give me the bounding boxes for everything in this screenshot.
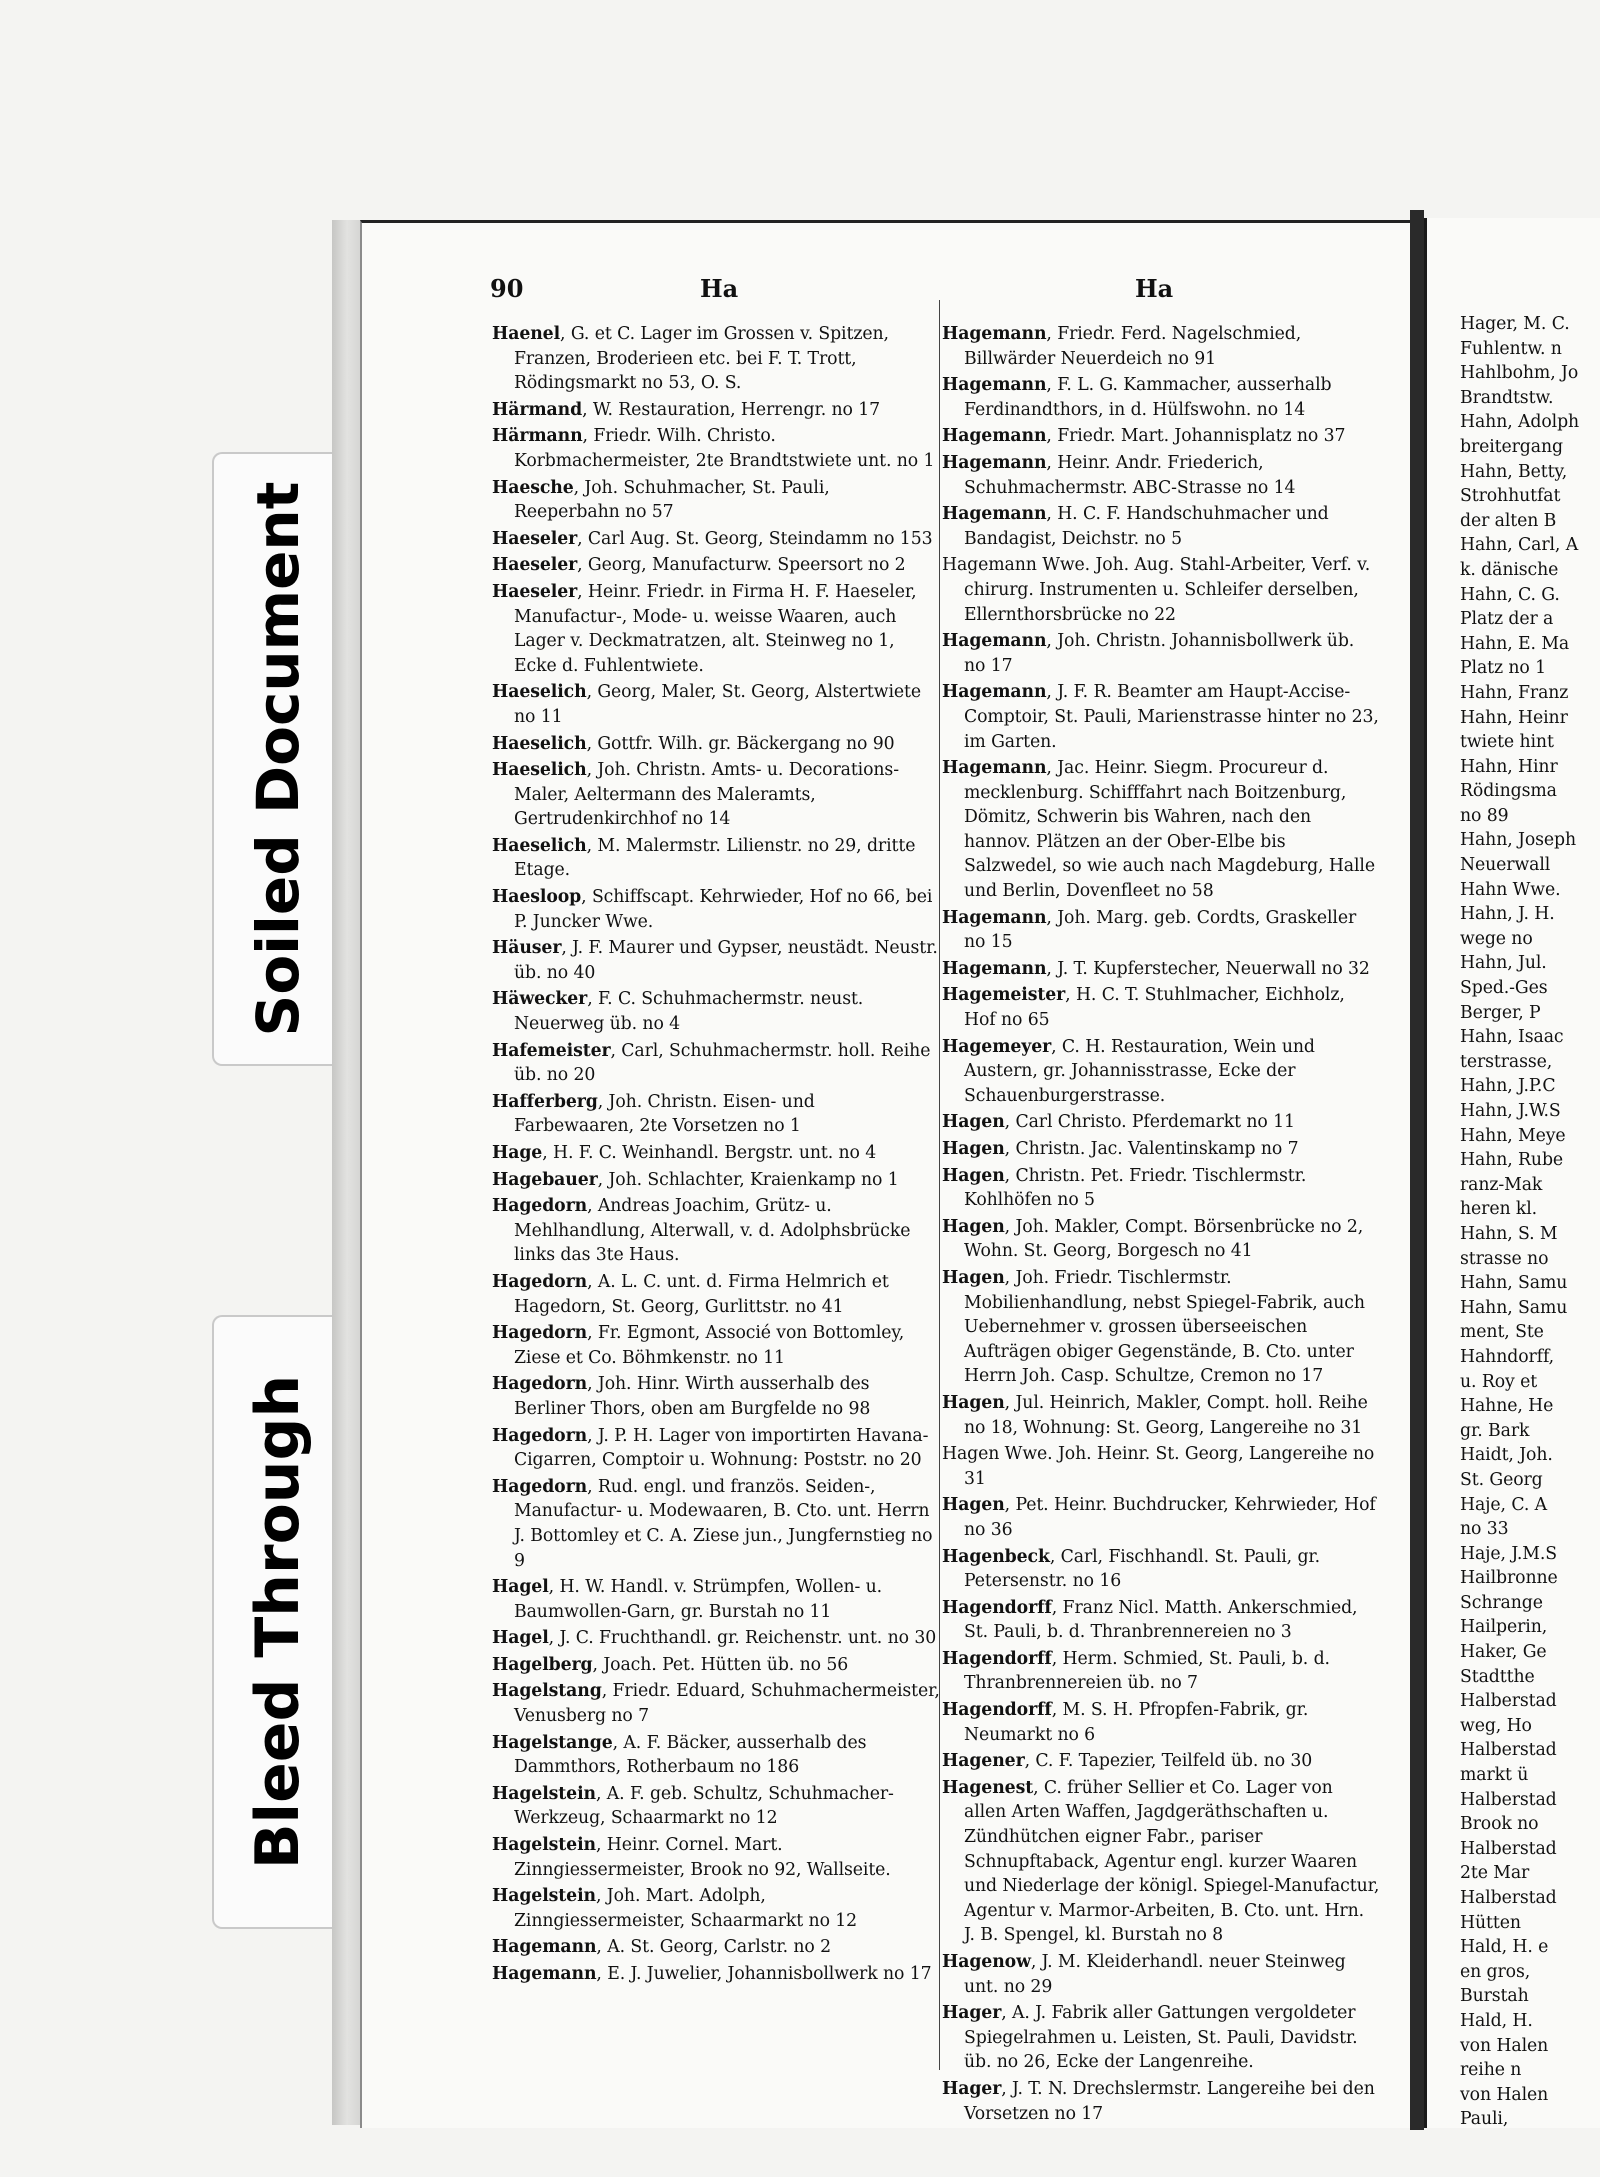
directory-line: Platz no 1 — [1460, 658, 1547, 679]
directory-line: breitergang — [1460, 436, 1563, 457]
directory-line: heren kl. — [1460, 1199, 1538, 1220]
directory-line: twiete hint — [1460, 732, 1554, 753]
directory-line: Hahne, He — [1460, 1396, 1554, 1417]
directory-line: Hahn, Meye — [1460, 1125, 1566, 1146]
directory-entry: Hafemeister, Carl, Schuhmachermstr. holl. Reihe üb. no 20 — [492, 1040, 931, 1086]
directory-line: en gros, — [1460, 1961, 1531, 1982]
directory-line: Berger, P — [1460, 1002, 1541, 1023]
directory-entry: Hagemann, J. F. R. Beamter am Haupt-Accise-Comptoir, St. Pauli, Marienstrasse hinter no 23, im Garten. — [942, 682, 1379, 752]
directory-entry: Haeselich, M. Malermstr. Lilienstr. no 29, dritte Etage. — [492, 835, 916, 881]
directory-line: der alten B — [1460, 510, 1557, 531]
directory-line: Burstah — [1460, 1986, 1529, 2007]
directory-entry: Hagemann, Joh. Christn. Johannisbollwerk üb. no 17 — [942, 631, 1355, 676]
directory-entry: Hagedorn, Joh. Hinr. Wirth ausserhalb des Berliner Thors, oben am Burgfelde no 98 — [492, 1374, 871, 1419]
directory-entry: Hagen, Pet. Heinr. Buchdrucker, Kehrwieder, Hof no 36 — [942, 1495, 1376, 1540]
directory-line: Hahn, J.P.C — [1460, 1076, 1556, 1097]
directory-entry: Hagedorn, Fr. Egmont, Associé von Bottomley, Ziese et Co. Böhmkenstr. no 11 — [492, 1323, 905, 1368]
directory-line: wege no — [1460, 928, 1533, 949]
directory-line: Halberstad — [1460, 1691, 1557, 1712]
directory-line: ranz-Mak — [1460, 1174, 1543, 1195]
running-head-right: Ha — [1135, 274, 1174, 303]
directory-line: Pauli, — [1460, 2109, 1509, 2130]
directory-line: Hahn, Adolph — [1460, 412, 1580, 433]
directory-entry: Häwecker, F. C. Schuhmachermstr. neust. Neuerweg üb. no 4 — [492, 989, 864, 1035]
directory-entry: Hagebauer, Joh. Schlachter, Kraienkamp no 1 — [492, 1169, 899, 1190]
directory-entry: Hagenest, C. früher Sellier et Co. Lager von allen Arten Waffen, Jagdgeräthschaften u. Zündhütchen eigner Fabr., pariser Schnupftaback, Agentur engl. kurzer Waaren und Niederlage der königl. Spiegel-Manufactur, Agentur v. Marmor-Arbeiten, B. Cto. unt. Hrn. J. B. Spengel, kl. Burstah no 8 — [942, 1777, 1380, 1946]
directory-line: Hahn, Betty, — [1460, 461, 1568, 482]
directory-line: Schrange — [1460, 1592, 1543, 1613]
directory-line: Hahn, Rube — [1460, 1150, 1564, 1171]
directory-entry: Haeseler, Heinr. Friedr. in Firma H. F. Haeseler, Manufactur-, Mode- u. weisse Waaren, auch Lager v. Deckmatratzen, alt. Steinweg no 1, Ecke d. Fuhlentwiete. — [492, 581, 917, 676]
directory-entry: Haeseler, Georg, Manufacturw. Speersort no 2 — [492, 555, 906, 576]
directory-entry: Hagen, Carl Christo. Pferdemarkt no 11 — [942, 1112, 1295, 1133]
directory-entry: Hagemann Wwe. Joh. Aug. Stahl-Arbeiter, Verf. v. chirurg. Instrumenten u. Schleifer derselben, Ellernthorsbrücke no 22 — [942, 555, 1371, 625]
directory-line: Sped.-Ges — [1460, 978, 1548, 999]
directory-line: Hahn, E. Ma — [1460, 633, 1570, 654]
directory-entry: Hagemann, F. L. G. Kammacher, ausserhalb Ferdinandthors, in d. Hülfswohn. no 14 — [942, 375, 1332, 420]
directory-line: Hahn, Heinr — [1460, 707, 1568, 728]
directory-entry: Hagedorn, Rud. engl. und französ. Seiden-, Manufactur- u. Modewaaren, B. Cto. unt. Herrn J. Bottomley et C. A. Ziese jun., Jungfernstieg no 9 — [492, 1476, 933, 1571]
directory-line: Hahn, J. H. — [1460, 904, 1555, 925]
directory-entry: Hagelstein, Heinr. Cornel. Mart. Zinngiessermeister, Brook no 92, Wallseite. — [492, 1835, 891, 1880]
directory-line: Hahn, Franz — [1460, 682, 1569, 703]
directory-line: Hager, M. C. — [1460, 314, 1570, 334]
directory-entry: Hagemann, E. J. Juwelier, Johannisbollwerk no 17 — [492, 1964, 932, 1984]
directory-line: Hahn, Carl, A — [1460, 535, 1579, 556]
directory-line: Fuhlentw. n — [1460, 338, 1562, 359]
directory-line: Haje, J.M.S — [1460, 1543, 1557, 1564]
directory-line: Brandtstw. — [1460, 387, 1554, 408]
directory-line: Strohhutfat — [1460, 486, 1561, 507]
directory-line: Hahn, S. M — [1460, 1223, 1558, 1244]
directory-line: Hahndorff, — [1460, 1346, 1555, 1367]
directory-entry: Hage, H. F. C. Weinhandl. Bergstr. unt. no 4 — [492, 1143, 877, 1163]
directory-line: strasse no — [1460, 1248, 1549, 1269]
directory-entry: Hagemann, J. T. Kupferstecher, Neuerwall no 32 — [942, 958, 1370, 979]
directory-line: 2te Mar — [1460, 1863, 1530, 1884]
directory-line: Hahn Wwe. — [1460, 879, 1561, 900]
directory-line: no 33 — [1460, 1519, 1509, 1540]
directory-entry: Haeseler, Carl Aug. St. Georg, Steindamm no 153 — [492, 528, 933, 549]
directory-entry: Hagel, H. W. Handl. v. Strümpfen, Wollen- u. Baumwollen-Garn, gr. Burstah no 11 — [492, 1577, 883, 1622]
directory-line: Hald, H. — [1460, 2010, 1533, 2031]
directory-line: Hahn, J.W.S — [1460, 1101, 1561, 1121]
directory-line: Halberstad — [1460, 1888, 1557, 1908]
directory-entry: Hagener, C. F. Tapezier, Teilfeld üb. no 30 — [942, 1751, 1313, 1772]
directory-line: von Halen — [1460, 2035, 1549, 2056]
directory-line: Hald, H. e — [1460, 1937, 1549, 1958]
directory-column-2 — [942, 322, 1380, 2128]
directory-entry: Hagedorn, Andreas Joachim, Grütz- u. Mehlhandlung, Alterwall, v. d. Adolphsbrücke links das 3te Haus. — [492, 1196, 911, 1266]
directory-entry: Hagemann, Joh. Marg. geb. Cordts, Graskeller no 15 — [942, 907, 1357, 953]
directory-entry: Hagen, Joh. Friedr. Tischlermstr. Mobilienhandlung, nebst Spiegel-Fabrik, auch Uebernehmer v. grossen überseeischen Aufträgen obiger Gegenstände, B. Cto. unter Herrn Joh. Casp. Schultze, Cremon no 17 — [942, 1267, 1365, 1387]
directory-line: Hahn, Samu — [1460, 1273, 1568, 1294]
book-spine — [332, 220, 362, 2125]
directory-line: Hahn, Joseph — [1460, 830, 1577, 851]
directory-entry: Hagemeister, H. C. T. Stuhlmacher, Eichholz, Hof no 65 — [942, 985, 1345, 1031]
directory-entry: Hagelstein, A. F. geb. Schultz, Schuhmacher-Werkzeug, Schaarmarkt no 12 — [492, 1783, 894, 1829]
directory-line: Platz der a — [1460, 609, 1554, 630]
directory-entry: Hagemann, Friedr. Mart. Johannisplatz no 37 — [942, 426, 1346, 447]
directory-line: Haidt, Joh. — [1460, 1445, 1553, 1466]
directory-line: Halberstad — [1460, 1838, 1557, 1859]
directory-line: Haje, C. A — [1460, 1494, 1548, 1515]
page-number: 90 — [490, 274, 524, 303]
directory-entry: Hager, A. J. Fabrik aller Gattungen vergoldeter Spiegelrahmen u. Leisten, St. Pauli, Davidstr. üb. no 26, Ecke der Langenreihe. — [942, 2003, 1358, 2073]
directory-entry: Hagelstang, Friedr. Eduard, Schuhmachermeister, Venusberg no 7 — [492, 1681, 940, 1727]
directory-entry: Hagelberg, Joach. Pet. Hütten üb. no 56 — [492, 1654, 849, 1675]
directory-line: Brook no — [1460, 1814, 1539, 1835]
directory-line: Stadtthe — [1460, 1666, 1535, 1687]
directory-entry: Härmand, W. Restauration, Herrengr. no 17 — [492, 399, 881, 420]
directory-entry: Haeselich, Gottfr. Wilh. gr. Bäckergang no 90 — [492, 733, 895, 754]
directory-line: Halberstad — [1460, 1740, 1557, 1761]
directory-line: Haker, Ge — [1460, 1642, 1547, 1663]
directory-entry: Haesloop, Schiffscapt. Kehrwieder, Hof no 66, bei P. Juncker Wwe. — [492, 887, 933, 932]
directory-entry: Haenel, G. et C. Lager im Grossen v. Spitzen, Franzen, Broderieen etc. bei F. T. Trott, Rödingsmarkt no 53, O. S. — [492, 324, 889, 394]
directory-line: Hailperin, — [1460, 1617, 1548, 1638]
directory-line: Hahn, Jul. — [1460, 953, 1547, 974]
directory-entry: Hagedorn, J. P. H. Lager von importirten Havana-Cigarren, Comptoir u. Wohnung: Poststr. no 20 — [492, 1425, 929, 1471]
directory-line: St. Georg — [1460, 1469, 1543, 1490]
directory-column-3-cropped — [1460, 312, 1600, 2132]
directory-entry: Hagenow, J. M. Kleiderhandl. neuer Steinweg unt. no 29 — [942, 1952, 1346, 1997]
directory-entry: Hagelstein, Joh. Mart. Adolph, Zinngiessermeister, Schaarmarkt no 12 — [492, 1886, 858, 1931]
directory-entry: Häuser, J. F. Maurer und Gypser, neustädt. Neustr. üb. no 40 — [492, 938, 938, 983]
directory-entry: Hagemann, Heinr. Andr. Friederich, Schuhmachermstr. ABC-Strasse no 14 — [942, 452, 1296, 498]
bleed-through-tab — [212, 1315, 342, 1929]
directory-entry: Hagemann, Jac. Heinr. Siegm. Procureur d. mecklenburg. Schifffahrt nach Boitzenburg, Dömitz, Schwerin bis Wahren, nach den hannov. Plätzen an der Ober-Elbe bis Salzwedel, so wie auch nach Magdeburg, Halle und Berlin, Dovenfleet no 58 — [942, 758, 1375, 902]
directory-line: Halberstad — [1460, 1789, 1557, 1810]
directory-entry: Hagen, Christn. Pet. Friedr. Tischlermstr. Kohlhöfen no 5 — [942, 1165, 1307, 1211]
directory-entry: Hager, J. T. N. Drechslermstr. Langereihe bei den Vorsetzen no 17 — [942, 2078, 1375, 2124]
directory-entry: Hagen, Jul. Heinrich, Makler, Compt. holl. Reihe no 18, Wohnung: St. Georg, Langereihe no 31 — [942, 1392, 1368, 1438]
directory-entry: Hagen Wwe. Joh. Heinr. St. Georg, Langereihe no 31 — [942, 1444, 1375, 1489]
directory-line: Hahn, Hinr — [1460, 756, 1558, 777]
directory-entry: Hagendorff, M. S. H. Pfropfen-Fabrik, gr. Neumarkt no 6 — [942, 1700, 1309, 1745]
directory-line: Hahn, Samu — [1460, 1297, 1568, 1318]
directory-entry: Hagemann, H. C. F. Handschuhmacher und Bandagist, Deichstr. no 5 — [942, 504, 1329, 549]
page-gutter — [1410, 210, 1424, 2130]
directory-line: terstrasse, — [1460, 1051, 1553, 1072]
directory-entry: Haesche, Joh. Schuhmacher, St. Pauli, Reeperbahn no 57 — [492, 477, 830, 523]
directory-line: ment, Ste — [1460, 1322, 1544, 1343]
directory-line: Hahlbohm, Jo — [1460, 363, 1579, 384]
directory-entry: Hagemann, Friedr. Ferd. Nagelschmied, Billwärder Neuerdeich no 91 — [942, 324, 1302, 369]
soiled-document-tab — [212, 452, 342, 1066]
directory-entry: Hagen, Joh. Makler, Compt. Börsenbrücke no 2, Wohn. St. Georg, Borgesch no 41 — [942, 1216, 1364, 1262]
directory-line: von Halen — [1460, 2084, 1549, 2105]
directory-entry: Hafferberg, Joh. Christn. Eisen- und Farbewaaren, 2te Vorsetzen no 1 — [492, 1091, 815, 1137]
directory-entry: Hagemann, A. St. Georg, Carlstr. no 2 — [492, 1937, 831, 1958]
bleed-through-label: Bleed Through — [243, 1374, 313, 1870]
directory-line: Hailbronne — [1460, 1568, 1558, 1589]
directory-line: Hahn, Isaac — [1460, 1027, 1564, 1048]
directory-entry: Hagenbeck, Carl, Fischhandl. St. Pauli, gr. Petersenstr. no 16 — [942, 1546, 1321, 1592]
directory-line: gr. Bark — [1460, 1420, 1530, 1441]
directory-entry: Hagedorn, A. L. C. unt. d. Firma Helmrich et Hagedorn, St. Georg, Gurlittstr. no 41 — [492, 1271, 889, 1317]
directory-entry: Hagendorff, Herm. Schmied, St. Pauli, b. d. Thranbrennereien üb. no 7 — [942, 1648, 1330, 1694]
soiled-document-label: Soiled Document — [244, 481, 312, 1037]
directory-line: Hütten — [1460, 1912, 1521, 1933]
directory-line: weg, Ho — [1460, 1715, 1532, 1736]
directory-entry: Härmann, Friedr. Wilh. Christo. Korbmachermeister, 2te Brandtstwiete unt. no 1 — [492, 426, 935, 471]
directory-line: u. Roy et — [1460, 1371, 1538, 1392]
directory-line: reihe n — [1460, 2060, 1522, 2081]
directory-line: markt ü — [1460, 1765, 1529, 1786]
directory-entry: Hagen, Christn. Jac. Valentinskamp no 7 — [942, 1139, 1299, 1159]
directory-entry: Haeselich, Joh. Christn. Amts- u. Decorations-Maler, Aeltermann des Maleramts, Gertrudenkirchhof no 14 — [492, 760, 899, 830]
directory-entry: Hagemeyer, C. H. Restauration, Wein und Austern, gr. Johannisstrasse, Ecke der Schauenburgerstrasse. — [942, 1036, 1315, 1106]
directory-line: Neuerwall — [1460, 855, 1551, 876]
directory-entry: Haeselich, Georg, Maler, St. Georg, Alstertwiete no 11 — [492, 682, 921, 727]
directory-line: no 89 — [1460, 805, 1509, 826]
directory-column-1 — [492, 322, 940, 1989]
running-head-left: Ha — [700, 274, 739, 303]
directory-line: k. dänische — [1460, 559, 1559, 580]
directory-entry: Hagelstange, A. F. Bäcker, ausserhalb des Dammthors, Rotherbaum no 186 — [492, 1732, 867, 1778]
directory-line: Rödingsma — [1460, 781, 1557, 802]
directory-line: Hahn, C. G. — [1460, 584, 1560, 605]
directory-entry: Hagendorff, Franz Nicl. Matth. Ankerschmied, St. Pauli, b. d. Thranbrennereien no 3 — [942, 1597, 1358, 1643]
directory-entry: Hagel, J. C. Fruchthandl. gr. Reichenstr. unt. no 30 — [492, 1628, 937, 1649]
